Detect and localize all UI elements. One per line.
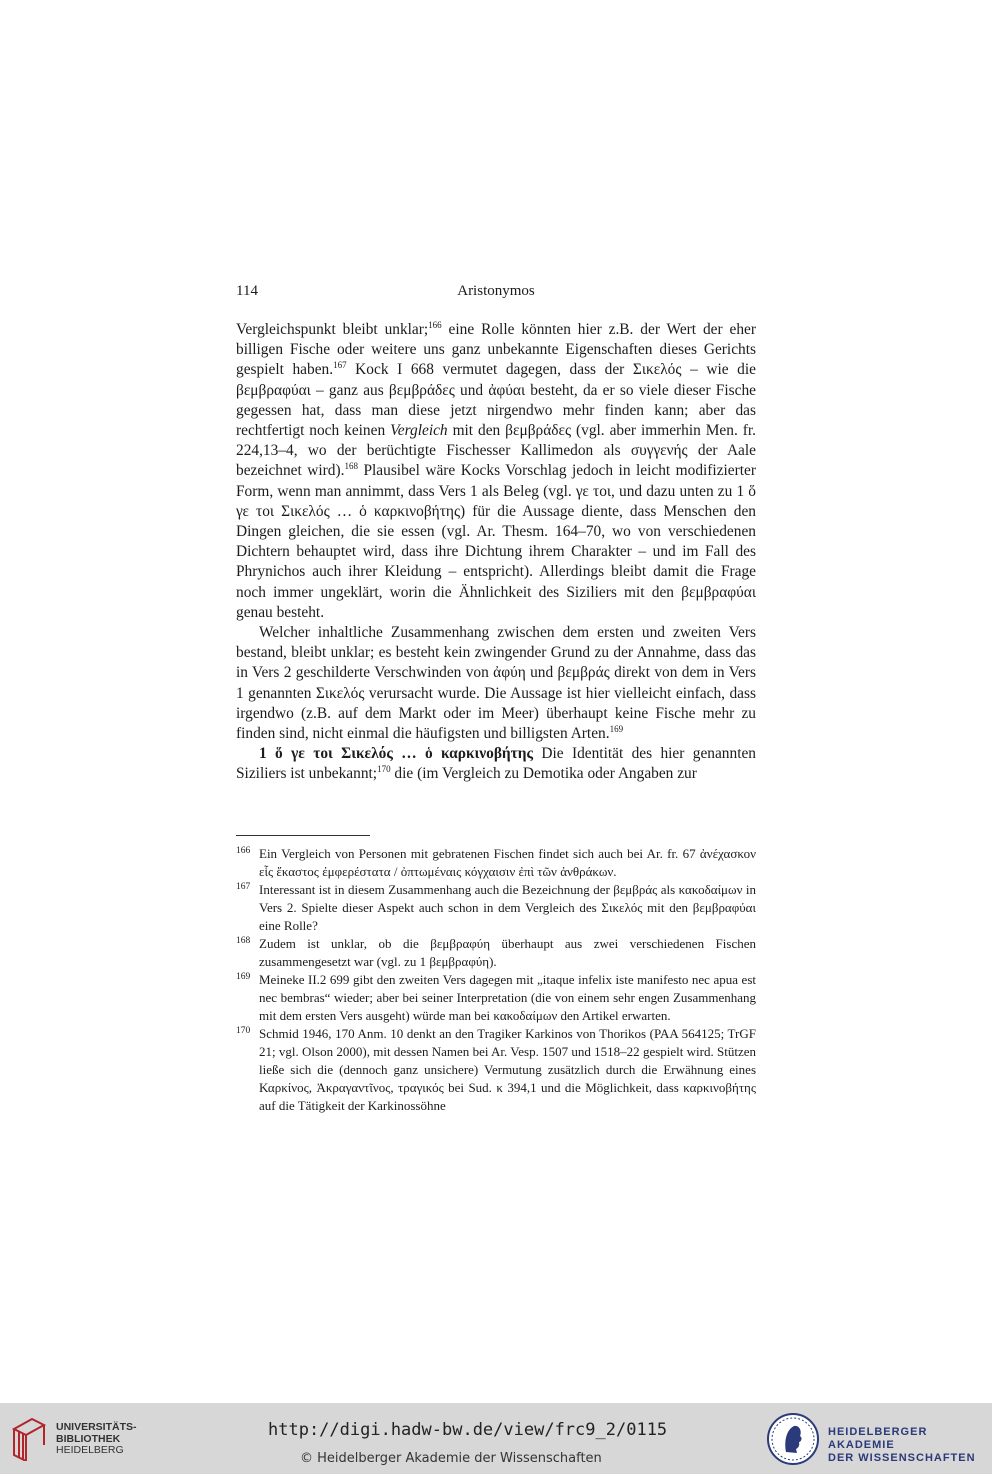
academy-name: HEIDELBERGER AKADEMIE DER WISSENSCHAFTEN (828, 1426, 976, 1464)
footnote-ref-167: 167 (333, 360, 347, 371)
paragraph-1: Vergleichspunkt bleibt unklar;$^{166}$ eine Rolle könnten hier z.B. der Wert der eher billigen Fische oder weitere uns ganz unbekannte Eigenschaften dieses Gerichts gespielt haben.$^{167}$ Kock I 668 vermutet dagegen, dass der Σικελός – wie die βεμβραφύαι – ganz aus βεμβράδες und ἀφύαι besteht, da er so viele dieser Fische gegessen hat, dass man diese jetzt nirgendwo mehr finden kann; aber das rechtfertigt noch keinen Vergleich mit den βεμβράδες (vgl. aber immerhin Men. fr. 224,13–4, wo der berüchtigte Fischesser Kallimedon als συγγενής der Aale bezeichnet wird).$^{168}$ Plausibel wäre Kocks Vorschlag jedoch in leicht modifizierter Form, wenn man annimmt, dass Vers 1 als Beleg (vgl. γε τοι, und dazu unten zu 1 ὅ γε τοι Σικελός … ὁ καρκινοβήτης) für die Aussage diente, dass Menschen den Dingen gleichen, die sie essen (vgl. Ar. Thesm. 164–70, wo von verschiedenen Dichtern behauptet wird, dass ihre Dichtung ihrem Charakter – und im Fall des Phrynichos auch ihrer Kleidung – entspricht). Allerdings bleibt damit die Frage noch immer ungeklärt, worin die Ähnlichkeit des Siziliers mit den βεμβραφύαι genau besteht. (236, 320, 756, 621)
university-library-name: UNIVERSITÄTS- BIBLIOTHEK HEIDELBERG (56, 1421, 137, 1456)
footnote-text: Zudem ist unklar, ob die βεμβραφύη überhaupt aus zwei verschiedenen Fischen zusammengesetzt war (vgl. zu 1 βεμβραφύη). (259, 936, 756, 969)
footnote-rule (236, 835, 370, 836)
footnote-ref-168: 168 (344, 461, 358, 472)
footnote-170 (236, 1025, 756, 1115)
footnote-ref-170: 170 (377, 764, 391, 775)
footnote-text: Ein Vergleich von Personen mit gebratenen Fischen findet sich auch bei Ar. fr. 67 ἀνέχασκον εἷς ἕκαστος ἐμφερέστατα / ὀπτωμέναις κόγχαισιν ἐπὶ τῶν ἀνθράκων. (259, 846, 756, 879)
footnote-text: Meineke II.2 699 gibt den zweiten Vers dagegen mit „itaque infelix iste manifesto nec apua est nec bembras“ wieder; aber bei seiner Interpretation (die von einem sehr engen Zusammenhang mit dem ersten Vers ausgeht) würde man bei κακοδαίμων den Artikel erwarten. (259, 972, 756, 1023)
academy-logo-icon[interactable] (766, 1412, 820, 1466)
emphasis-vergleich: Vergleich (390, 422, 448, 440)
commentary-lemma: 1 ὅ γε τοι Σικελός … ὁ καρκινοβήτης (259, 745, 534, 763)
footnote-number: 170 (236, 1026, 251, 1036)
footnote-167 (236, 881, 756, 935)
footnote-number: 166 (236, 846, 251, 856)
university-library-logo-icon[interactable] (10, 1415, 48, 1461)
footnote-number: 167 (236, 882, 251, 892)
viewer-footer (0, 1403, 992, 1474)
footnote-text: Schmid 1946, 170 Anm. 10 denkt an den Tragiker Karkinos von Thorikos (PAA 564125; TrGF 21; vgl. Olson 2000), mit dessen Namen bei Ar. Vesp. 1507 und 1518–22 gespielt wird. Stützen ließe sich die (dennoch ganz unsichere) Vermutung zusätzlich durch die Erwähnung eines Καρκίνος, Ἀκραγαντῖνος, τραγικός bei Sud. κ 394,1 und die Möglichkeit, dass καρκινοβήτης auf die Tätigkeit der Karkinossöhne (259, 1026, 756, 1113)
page-header (236, 283, 756, 303)
paragraph-3: 1 ὅ γε τοι Σικελός … ὁ καρκινοβήτης Die Identität des hier genannten Siziliers ist unbekannt;$^{170}$ die (im Vergleich zu Demotika oder Angaben zur (236, 745, 756, 783)
footnote-number: 168 (236, 936, 251, 946)
footnote-text: Interessant ist in diesem Zusammenhang auch die Bezeichnung der βεμβράς als κακοδαίμων in Vers 2. Spielte dieser Aspekt auch schon in dem Vergleich des Σικελός mit den βεμβραφύαι eine Rolle? (259, 882, 756, 933)
footnote-169 (236, 971, 756, 1025)
footnote-ref-166: 166 (428, 320, 442, 330)
footnote-166 (236, 845, 756, 881)
footnote-168 (236, 935, 756, 971)
main-text (236, 320, 756, 785)
copyright-notice: © Heidelberger Akademie der Wissenschaften (300, 1451, 602, 1466)
footnote-ref-169: 169 (609, 724, 624, 735)
page-number: 114 (236, 283, 258, 299)
permalink-url[interactable]: http://digi.hadw-bw.de/view/frc9_2/0115 (268, 1420, 668, 1440)
running-head: Aristonymos (457, 283, 535, 299)
paragraph-2: Welcher inhaltliche Zusammenhang zwischen dem ersten und zweiten Vers bestand, bleibt unklar; es besteht kein zwingender Grund zu der Annahme, dass das in Vers 2 geschilderte Verschwinden von ἀφύη und βεμβράς direkt von dem in Vers 1 genannten Σικελός verursacht wurde. Die Aussage ist hier vielleicht einfach, dass irgendwo (z.B. auf dem Markt oder im Meer) überhaupt keine Fische mehr zu finden sind, nicht einmal die häufigsten und billigsten Arten.$^{169}$ (236, 624, 756, 743)
footnote-number: 169 (236, 972, 251, 982)
footnotes (236, 845, 756, 1115)
